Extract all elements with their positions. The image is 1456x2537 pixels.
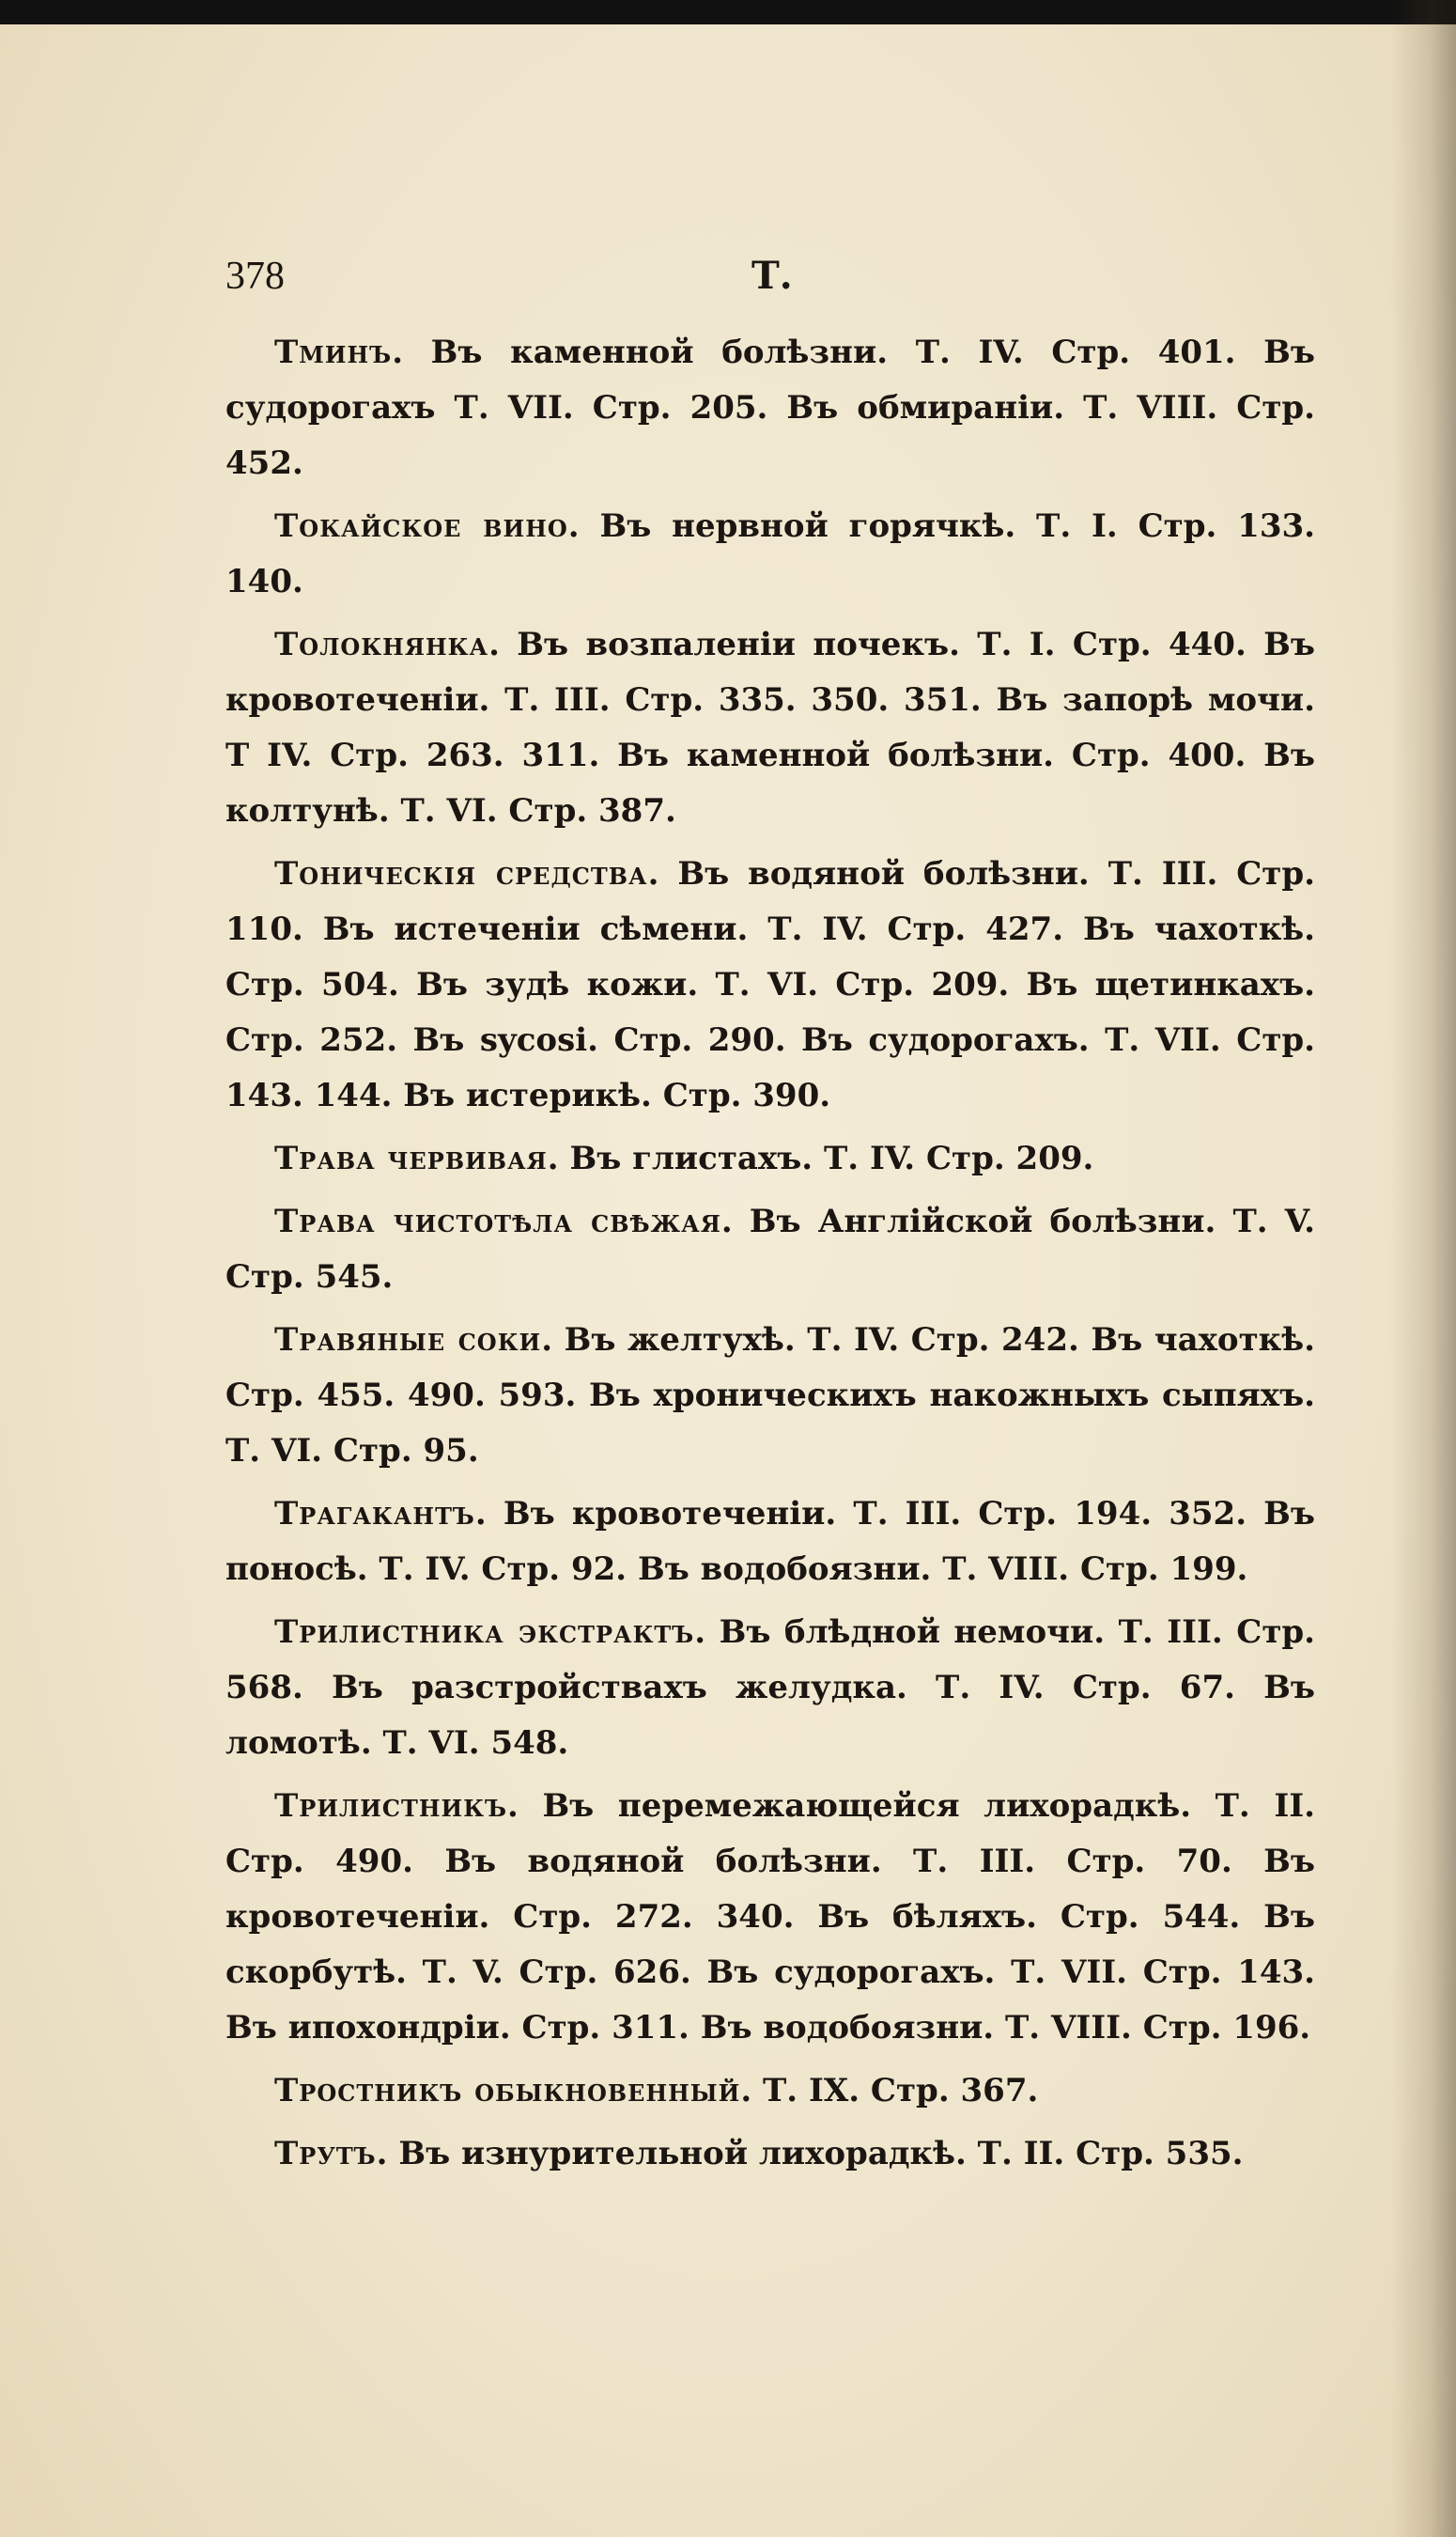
index-entry: Трилистникъ. Въ перемежающейся лихорадкѣ. Т. II. Стр. 490. Въ водяной болѣзни. Т. III. Стр. 70. Въ кровотеченiи. Стр. 272. 340. Въ бѣляхъ. Стр. 544. Въ скорбутѣ. Т. V. Стр. 626. Въ судорогахъ. Т. VII. Стр. 143. Въ ипохондрiи. Стр. 311. Въ водобоязни. Т. VIII. Стр. 196. xyxy=(225,1787,1315,2047)
page-number: 378 xyxy=(225,255,285,298)
entry-term: Трава червивая xyxy=(274,1140,548,1177)
entry-text: Въ блѣдной немочи. Т. III. Стр. 568. Въ разстройствахъ желудка. Т. IV. Стр. 67. Въ ломотѣ. Т. VI. 548. xyxy=(225,1613,1315,1762)
index-entry: Трава червивая. Въ глистахъ. Т. IV. Стр. 209. xyxy=(274,1140,1094,1177)
index-entry: Тминъ. Въ каменной болѣзни. Т. IV. Стр. 401. Въ судорогахъ Т. VII. Стр. 205. Въ обмиранiи. Т. VIII. Стр. 452. xyxy=(225,334,1315,482)
entry-text: Въ кровотеченiи. Т. III. Стр. 194. 352. Въ поносѣ. Т. IV. Стр. 92. Въ водобоязни. Т. VIII. Стр. 199. xyxy=(225,1495,1315,1588)
entry-term: Трава чистотѣла свѣжая xyxy=(274,1203,721,1240)
page-binding-shadow xyxy=(1390,0,1456,2537)
entry-term: Трутъ xyxy=(274,2135,377,2172)
index-entry: Трилистника экстрактъ. Въ блѣдной немочи. Т. III. Стр. 568. Въ разстройствахъ желудка. Т. IV. Стр. 67. Въ ломотѣ. Т. VI. 548. xyxy=(225,1613,1315,1762)
entry-text: Въ водяной болѣзни. Т. III. Стр. 110. Въ истеченiи сѣмени. Т. IV. Стр. 427. Въ чахоткѣ. Стр. 504. Въ зудѣ кожи. Т. VI. Стр. 209. Въ щетинкахъ. Стр. 252. Въ sycosi. Стр. 290. Въ судорогахъ. Т. VII. Стр. 143. 144. Въ истерикѣ. Стр. 390. xyxy=(225,855,1315,1114)
entry-text: Въ каменной болѣзни. Т. IV. Стр. 401. Въ судорогахъ Т. VII. Стр. 205. Въ обмиранiи. Т. VIII. Стр. 452. xyxy=(225,334,1315,482)
entry-term: Трагакантъ xyxy=(274,1495,475,1533)
entry-term: Тростникъ обыкновенный xyxy=(274,2072,741,2109)
entry-term: Травяные соки xyxy=(274,1321,542,1359)
entry-text: Въ желтухѣ. Т. IV. Стр. 242. Въ чахоткѣ. Стр. 455. 490. 593. Въ хроническихъ накожныхъ сыпяхъ. Т. VI. Стр. 95. xyxy=(225,1321,1315,1470)
index-entry: Толокнянка. Въ возпаленiи почекъ. Т. I. Стр. 440. Въ кровотеченiи. Т. III. Стр. 335. 350. 351. Въ запорѣ мочи. Т IV. Стр. 263. 311. Въ каменной болѣзни. Стр. 400. Въ колтунѣ. Т. VI. Стр. 387. xyxy=(225,626,1315,830)
page-content xyxy=(225,254,1315,2189)
scan-top-edge xyxy=(0,0,1456,24)
entry-term: Токайское вино xyxy=(274,507,568,545)
index-entry: Тростникъ обыкновенный. Т. IX. Стр. 367. xyxy=(274,2072,1039,2109)
entry-text: Въ перемежающейся лихорадкѣ. Т. II. Стр. 490. Въ водяной болѣзни. Т. III. Стр. 70. Въ кровотеченiи. Стр. 272. 340. Въ бѣляхъ. Стр. 544. Въ скорбутѣ. Т. V. Стр. 626. Въ судорогахъ. Т. VII. Стр. 143. Въ ипохондрiи. Стр. 311. Въ водобоязни. Т. VIII. Стр. 196. xyxy=(225,1787,1315,2047)
running-head xyxy=(225,254,1315,310)
entry-term: Тоническiя средства xyxy=(274,855,648,893)
index-entry: Травяные соки. Въ желтухѣ. Т. IV. Стр. 242. Въ чахоткѣ. Стр. 455. 490. 593. Въ хроническихъ накожныхъ сыпяхъ. Т. VI. Стр. 95. xyxy=(225,1321,1315,1470)
index-entry: Токайское вино. Въ нервной горячкѣ. Т. I. Стр. 133. 140. xyxy=(225,507,1315,600)
index-entry: Трава чистотѣла свѣжая. Въ Англiйской болѣзни. Т. V. Стр. 545. xyxy=(225,1203,1315,1296)
entry-term: Трилистника экстрактъ xyxy=(274,1613,695,1651)
entry-text: Въ глистахъ. Т. IV. Стр. 209. xyxy=(569,1140,1094,1177)
entry-text: Въ Англiйской болѣзни. Т. V. Стр. 545. xyxy=(225,1203,1315,1296)
entry-text: Т. IX. Стр. 367. xyxy=(763,2072,1039,2109)
index-entry: Трагакантъ. Въ кровотеченiи. Т. III. Стр. 194. 352. Въ поносѣ. Т. IV. Стр. 92. Въ водобоязни. Т. VIII. Стр. 199. xyxy=(225,1495,1315,1588)
entry-term: Тминъ xyxy=(274,334,393,371)
entry-text: Въ возпаленiи почекъ. Т. I. Стр. 440. Въ кровотеченiи. Т. III. Стр. 335. 350. 351. Въ запорѣ мочи. Т IV. Стр. 263. 311. Въ каменной болѣзни. Стр. 400. Въ колтунѣ. Т. VI. Стр. 387. xyxy=(225,626,1315,830)
section-letter: Т. xyxy=(751,254,793,298)
index-entry: Трутъ. Въ изнурительной лихорадкѣ. Т. II. Стр. 535. xyxy=(274,2135,1244,2172)
entry-term: Трилистникъ xyxy=(274,1787,508,1825)
entry-term: Толокнянка xyxy=(274,626,489,663)
entry-text: Въ нервной горячкѣ. Т. I. Стр. 133. 140. xyxy=(225,507,1315,600)
index-entries xyxy=(225,325,1315,2182)
entry-text: Въ изнурительной лихорадкѣ. Т. II. Стр. 535. xyxy=(398,2135,1244,2172)
index-entry: Тоническiя средства. Въ водяной болѣзни. Т. III. Стр. 110. Въ истеченiи сѣмени. Т. IV. Стр. 427. Въ чахоткѣ. Стр. 504. Въ зудѣ кожи. Т. VI. Стр. 209. Въ щетинкахъ. Стр. 252. Въ sycosi. Стр. 290. Въ судорогахъ. Т. VII. Стр. 143. 144. Въ истерикѣ. Стр. 390. xyxy=(225,855,1315,1114)
